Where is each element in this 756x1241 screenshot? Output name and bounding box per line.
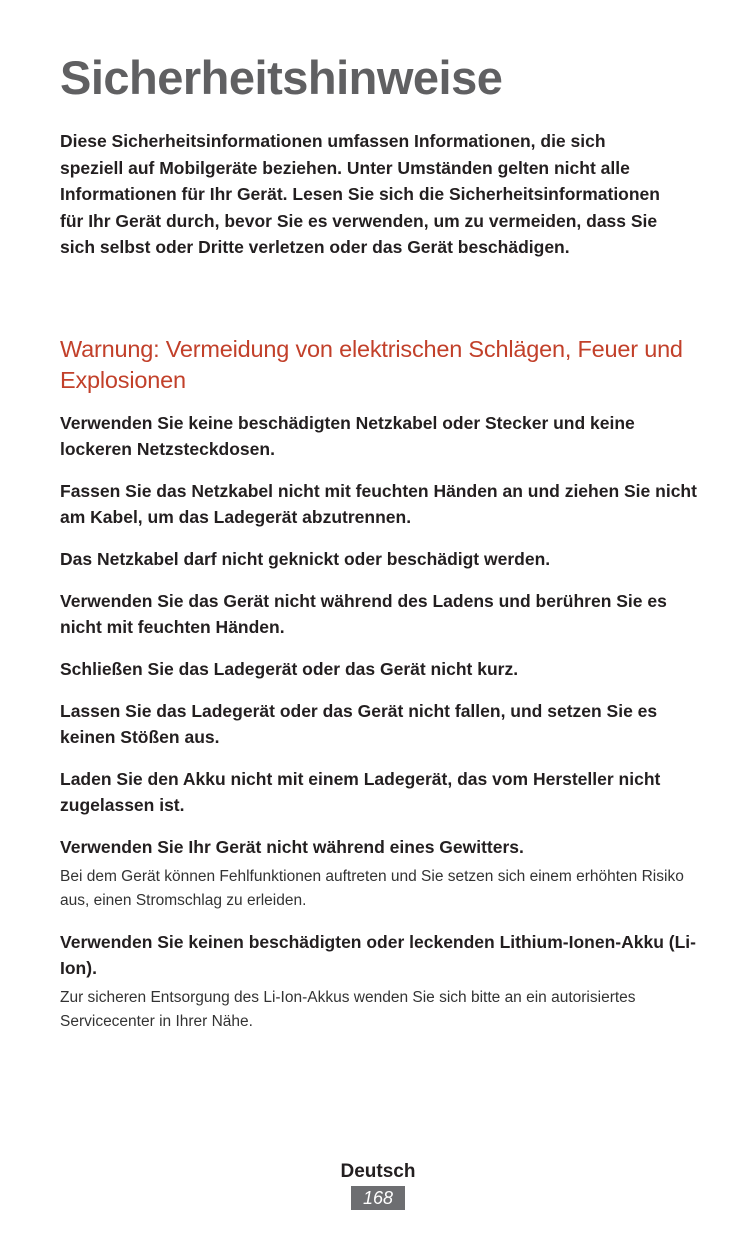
safety-item	[60, 546, 700, 572]
safety-item-text: Zur sicheren Entsorgung des Li-Ion-Akkus wenden Sie sich bitte an ein autorisiertes Servicecenter in Ihrer Nähe.	[60, 989, 636, 1030]
footer-language: Deutsch	[340, 1161, 416, 1182]
safety-items-list	[60, 410, 700, 1050]
safety-item-heading: Verwenden Sie Ihr Gerät nicht während eines Gewitters.	[60, 837, 524, 857]
safety-item-heading: Das Netzkabel darf nicht geknickt oder beschädigt werden.	[60, 549, 551, 569]
safety-item-heading: Fassen Sie das Netzkabel nicht mit feuchten Händen an und ziehen Sie nicht am Kabel, um das Ladegerät abzutrennen.	[60, 481, 697, 527]
page-footer	[0, 1160, 756, 1210]
safety-item	[60, 478, 700, 530]
intro-paragraph: Diese Sicherheitsinformationen umfassen Informationen, die sich speziell auf Mobilgeräte beziehen. Unter Umständen gelten nicht alle Informationen für Ihr Gerät. Lesen Sie sich die Sicherheitsinformationen für Ihr Gerät durch, bevor Sie es verwenden, um zu vermeiden, dass Sie sich selbst oder Dritte verletzen oder das Gerät beschädigen.	[60, 131, 660, 257]
safety-item	[60, 766, 700, 818]
warning-heading: Warnung: Vermeidung von elektrischen Schlägen, Feuer und Explosionen	[60, 336, 683, 393]
safety-item-heading: Lassen Sie das Ladegerät oder das Gerät nicht fallen, und setzen Sie es keinen Stößen aus.	[60, 701, 658, 747]
safety-item	[60, 588, 700, 640]
safety-item	[60, 834, 700, 913]
safety-item-heading: Verwenden Sie keine beschädigten Netzkabel oder Stecker und keine lockeren Netzsteckdosen.	[60, 413, 635, 459]
page-title: Sicherheitshinweise	[60, 51, 503, 104]
safety-item	[60, 698, 700, 750]
safety-item	[60, 929, 700, 1034]
safety-item	[60, 410, 700, 462]
safety-item-heading: Verwenden Sie das Gerät nicht während des Ladens und berühren Sie es nicht mit feuchten Händen.	[60, 591, 667, 637]
safety-item-heading: Laden Sie den Akku nicht mit einem Ladegerät, das vom Hersteller nicht zugelassen ist.	[60, 769, 661, 815]
page-number-badge: 168	[351, 1186, 405, 1210]
safety-item-heading: Schließen Sie das Ladegerät oder das Gerät nicht kurz.	[60, 659, 519, 679]
safety-item	[60, 656, 700, 682]
safety-item-text: Bei dem Gerät können Fehlfunktionen auftreten und Sie setzen sich einem erhöhten Risiko aus, einen Stromschlag zu erleiden.	[60, 868, 684, 909]
safety-item-heading: Verwenden Sie keinen beschädigten oder leckenden Lithium-Ionen-Akku (Li-Ion).	[60, 932, 696, 978]
